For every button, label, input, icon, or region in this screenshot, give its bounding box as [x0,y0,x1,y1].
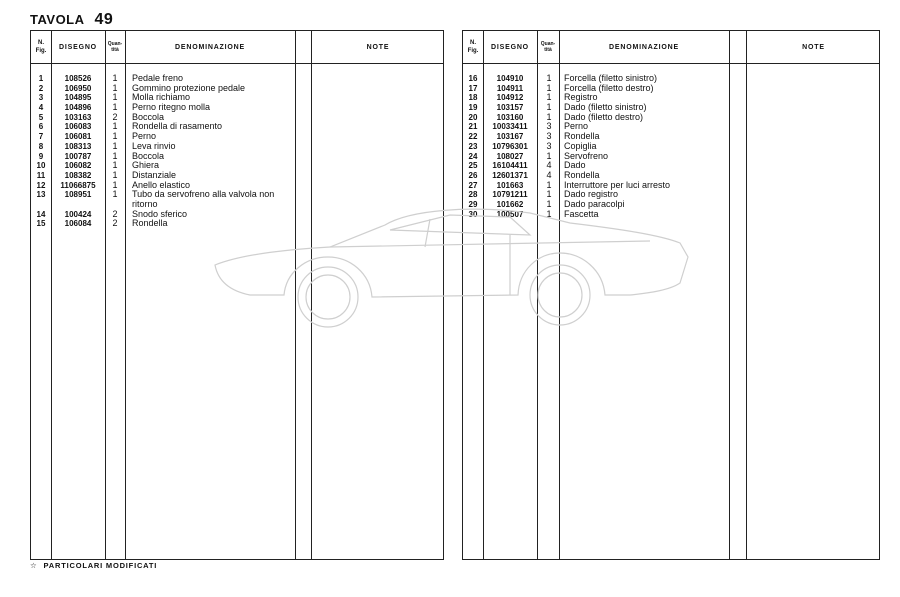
part-number: 108526 [64,74,92,83]
description: Servofreno [564,150,609,161]
description: Registro [564,92,598,103]
description: Dado registro [564,189,619,200]
fig-number: 6 [38,122,44,132]
table-row [31,103,443,113]
part-number: 106083 [64,122,92,132]
description: Rondella di rasamento [132,121,223,132]
part-number: 104895 [64,93,92,103]
fig-number: 30 [468,209,478,219]
description: Ghiera [132,160,160,171]
part-number: 103160 [496,112,524,122]
fig-number: 10 [36,161,46,171]
car-silhouette-icon [210,195,700,330]
part-number: 101662 [496,199,524,209]
table-row [31,142,443,152]
table-row [31,152,443,162]
quantity: 1 [112,140,118,151]
quantity: 1 [112,102,118,113]
fig-number: 24 [468,151,478,161]
part-number: 104910 [496,74,524,83]
part-number: 10796301 [492,141,528,151]
title-number: 49 [94,11,114,28]
fig-number: 7 [38,132,44,142]
description: Dado paracolpi [564,198,625,209]
description: Snodo sferico [132,208,188,219]
part-number: 108382 [64,170,92,180]
header-disegno: DISEGNO [491,43,529,51]
page-title [30,11,113,29]
quantity: 1 [112,189,118,200]
part-number: 100507 [496,209,524,219]
quantity: 1 [546,92,552,103]
header-note: NOTE [802,43,825,51]
description: Rondella [564,169,600,180]
part-number: 100787 [64,151,92,161]
quantity: 1 [546,198,552,209]
table-row [31,132,443,142]
fig-number: 3 [38,93,44,103]
quantity: 1 [112,179,118,190]
fig-number: 4 [38,103,44,113]
fig-number: 17 [468,83,478,93]
table-row [463,113,879,123]
quantity: 1 [112,73,118,83]
fig-number: 5 [38,112,44,122]
table-row [463,103,879,113]
header-denominazione: DENOMINAZIONE [609,43,679,51]
fig-number: 18 [468,93,478,103]
description: Forcella (filetto destro) [564,82,654,93]
table-row [463,181,879,191]
table-row [463,93,879,103]
fig-number: 26 [468,170,478,180]
description: Distanziale [132,169,177,180]
fig-number: 11 [36,170,46,180]
part-number: 104911 [496,83,524,93]
part-number: 101663 [496,180,524,190]
quantity: 1 [546,189,552,200]
quantity: 1 [546,208,552,219]
part-number: 106084 [64,219,92,229]
quantity: 1 [112,131,118,142]
header-disegno: DISEGNO [59,43,97,51]
footer-note [30,561,157,570]
description: Fascetta [564,208,599,219]
quantity: 1 [546,102,552,113]
part-number: 10791211 [492,190,528,200]
header-denominazione: DENOMINAZIONE [175,43,245,51]
quantity: 1 [112,150,118,161]
table-row [463,161,879,171]
header-note: NOTE [366,43,390,51]
quantity: 1 [112,82,118,93]
quantity: 2 [112,218,118,229]
fig-number: 29 [468,199,478,209]
description: Boccola [132,150,165,161]
description: Anello elastico [132,179,191,190]
footer-text: PARTICOLARI MODIFICATI [43,561,158,570]
description: Rondella [564,131,600,142]
quantity: 1 [112,160,118,171]
fig-number: 16 [468,74,478,83]
fig-number: 22 [468,132,478,142]
quantity: 3 [546,140,552,151]
fig-number: 23 [468,141,478,151]
description: Perno ritegno molla [132,102,211,113]
part-number: 10033411 [492,122,528,132]
part-number: 106081 [64,132,92,142]
star-icon: ☆ [30,561,38,570]
fig-number: 27 [468,180,478,190]
part-number: 106082 [64,161,92,171]
part-number: 100424 [64,209,92,219]
fig-number: 28 [468,190,478,200]
part-number: 103167 [496,132,524,142]
table-row [463,84,879,94]
fig-number: 20 [468,112,478,122]
part-number: 103157 [496,103,524,113]
part-number: 103163 [64,112,92,122]
quantity: 4 [546,160,552,171]
description: Dado (filetto destro) [564,111,644,122]
table-row [31,171,443,181]
part-number: 104912 [496,93,524,103]
fig-number: 19 [468,103,478,113]
description: Gommino protezione pedale [132,82,246,93]
description: Perno [564,121,589,132]
quantity: 4 [546,169,552,180]
fig-number: 14 [36,209,46,219]
table-row [463,74,879,84]
quantity: 1 [546,111,552,122]
description: Interruttore per luci arresto [564,179,671,190]
part-number: 16104411 [492,161,528,171]
description: Perno [132,131,157,142]
fig-number: 13 [36,190,46,200]
part-number: 108951 [64,190,92,200]
header-quantita: Quan- tità [107,41,123,53]
description: Tubo da servofreno alla valvola non ritorno [132,189,275,209]
part-number: 106950 [64,83,92,93]
description: Molla richiamo [132,92,191,103]
table-row [463,171,879,181]
table-row [31,93,443,103]
description: Boccola [132,111,165,122]
fig-number: 8 [38,141,44,151]
quantity: 2 [112,111,118,122]
fig-number: 15 [36,219,46,229]
quantity: 1 [112,169,118,180]
header-fig: N. Fig. [35,40,47,54]
table-row [463,142,879,152]
table-row [463,132,879,142]
fig-number: 9 [38,151,44,161]
fig-number: 21 [468,122,478,132]
header-fig: N. Fig. [467,40,479,54]
part-number: 11066875 [60,180,96,190]
description: Dado (filetto sinistro) [564,102,647,113]
description: Forcella (filetto sinistro) [564,73,658,83]
fig-number: 25 [468,161,478,171]
description: Copiglia [564,140,597,151]
quantity: 1 [546,73,552,83]
fig-number: 12 [36,180,46,190]
quantity: 1 [546,82,552,93]
table-row [31,161,443,171]
part-number: 108027 [496,151,524,161]
quantity: 1 [112,92,118,103]
quantity: 1 [546,150,552,161]
table-row [31,84,443,94]
quantity: 1 [546,179,552,190]
part-number: 108313 [64,141,92,151]
table-row [31,113,443,123]
quantity: 3 [546,131,552,142]
fig-number: 1 [38,74,44,83]
header-quantita: Quan- tità [540,41,556,53]
fig-number: 2 [38,83,44,93]
title-label: TAVOLA [30,12,85,27]
table-row [463,122,879,132]
description: Dado [564,160,586,171]
part-number: 12601371 [492,170,528,180]
quantity: 1 [112,121,118,132]
description: Leva rinvio [132,140,176,151]
quantity: 2 [112,208,118,219]
table-row [31,122,443,132]
description: Rondella [132,218,168,229]
table-row [463,152,879,162]
description: Pedale freno [132,73,184,83]
quantity: 3 [546,121,552,132]
part-number: 104896 [64,103,92,113]
